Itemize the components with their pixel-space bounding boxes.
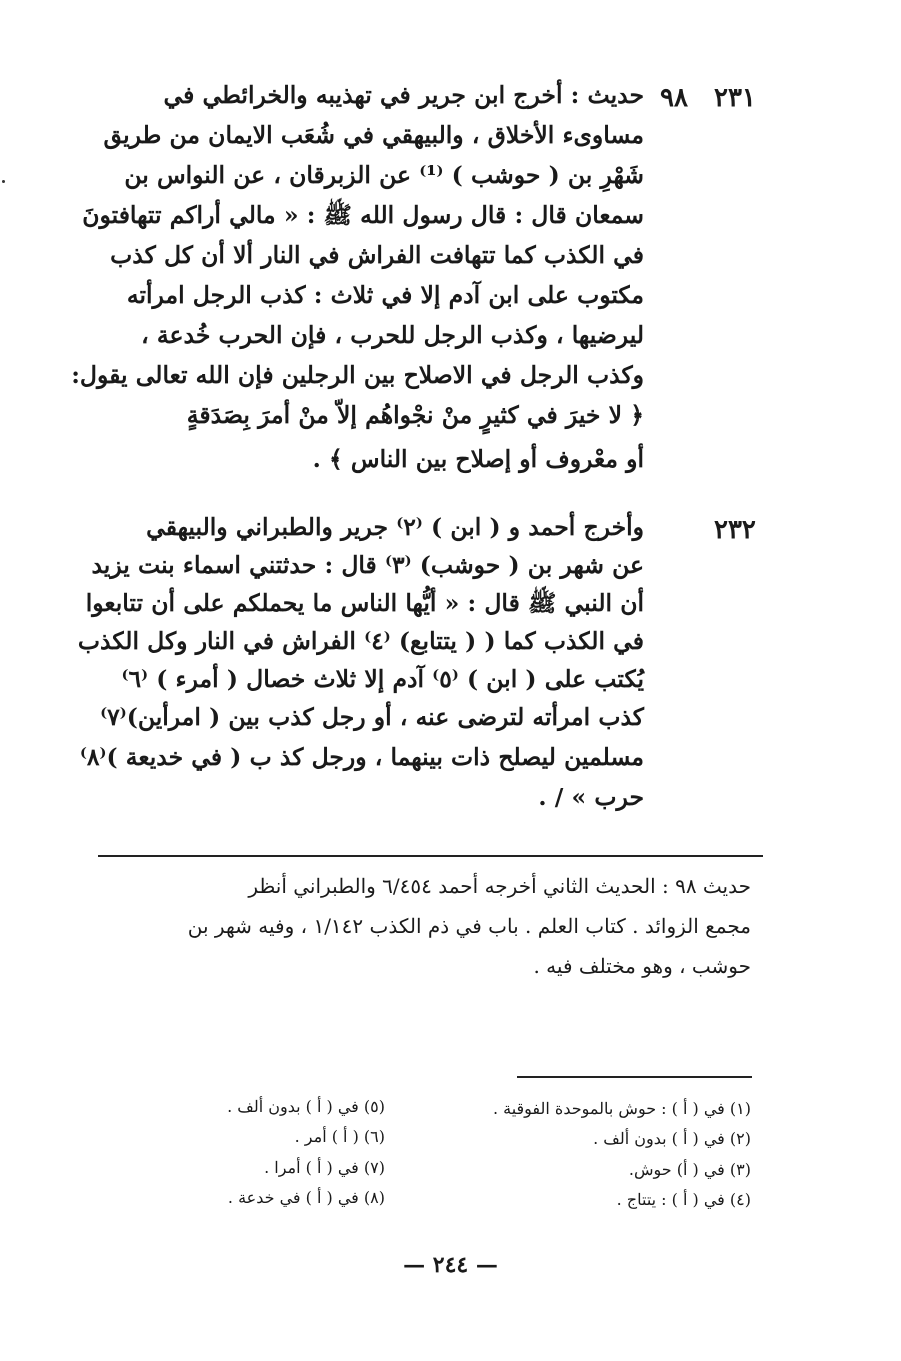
separator-rule <box>98 855 763 857</box>
footnote: (٤) في ( أ ) : يتتاج . <box>616 1190 751 1209</box>
hadith-232-text <box>77 512 644 832</box>
hadith-231-text <box>71 80 644 500</box>
text-line: عن شهر بن ( حوشب) ⁽٣⁾ قال : حدثتني اسماء بنت يزيد <box>91 551 644 579</box>
footnote: (١) في ( أ ) : حوش بالموحدة الفوقية . <box>492 1099 751 1118</box>
text-line: ﴿ لا خيرَ في كثيرٍ منْ نجْواهُم إلاّ منْ أمرَ بِصَدَقةٍ <box>186 401 644 429</box>
commentary-line: حديث ٩٨ : الحديث الثاني أخرجه أحمد ٦/٤٥٤ والطبراني أنظر <box>248 874 751 898</box>
text-line: حرب » / . <box>538 783 644 811</box>
hadith-number: ٢٣١ <box>714 83 756 113</box>
footnote: (٧) في ( أ ) أمرا . <box>264 1158 385 1177</box>
footnote-rule <box>517 1076 752 1078</box>
hadith-number: ٢٣٢ <box>714 515 756 545</box>
text-line: في الكذب كما تتهافت الفراش في النار ألا أن كل كذب <box>110 241 644 269</box>
scan-speck <box>2 180 5 183</box>
text-line: مكتوب على ابن آدم إلا في ثلاث : كذب الرجل امرأته <box>126 281 644 309</box>
text-line: يُكتب على ( ابن ) ⁽٥⁾ آدم إلا ثلاث خصال ( أمرء ) ⁽٦⁾ <box>121 665 644 693</box>
text-line: مسلمين ليصلح ذات بينهما ، ورجل كذ ب ( في خديعة )⁽٨⁾ <box>79 743 644 771</box>
footnote: (٨) في ( أ ) في خدعة . <box>227 1188 385 1207</box>
text-line: أن النبي ﷺ قال : « أيُّها الناس ما يحملكم على أن تتابعوا <box>85 589 644 617</box>
text-line: مساوىء الأخلاق ، والبيهقي في شُعَب الايمان من طريق <box>103 121 644 149</box>
text-line: حديث : أخرج ابن جرير في تهذيبه والخرائطي في <box>163 81 644 109</box>
footnote: (٢) في ( أ ) بدون ألف . <box>593 1129 751 1148</box>
commentary-line: حوشب ، وهو مختلف فيه . <box>533 954 751 978</box>
hadith-ref-number: ٩٨ <box>660 83 688 113</box>
footnote: (٥) في ( أ ) بدون ألف . <box>227 1097 385 1116</box>
footnote: (٦) ( أ ) أمر . <box>294 1127 385 1146</box>
commentary-line: مجمع الزوائد . كتاب العلم . باب في ذم الكذب ١/١٤٢ ، وفيه شهر بن <box>187 914 751 938</box>
text-line: وأخرج أحمد و ( ابن ) ⁽٢⁾ جرير والطبراني والبيهقي <box>146 513 644 541</box>
text-line: أو معْروف أو إصلاح بين الناس ﴾ . <box>312 445 644 473</box>
footnote: (٣) في ( أ) حوش. <box>628 1160 751 1179</box>
text-line: سمعان قال : قال رسول الله ﷺ : « مالي أراكم تتهافتونَ <box>82 201 644 229</box>
text-line: شَهْرِ بن ( حوشب ) ⁽¹⁾ عن الزبرقان ، عن النواس بن <box>124 161 644 189</box>
text-line: كذب امرأته لترضى عنه ، أو رجل كذب بين ( امرأين)⁽٧⁾ <box>100 703 644 731</box>
text-line: وكذب الرجل في الاصلاح بين الرجلين فإن الله تعالى يقول: <box>71 361 644 389</box>
text-line: في الكذب كما ( ( يتتابع) ⁽٤⁾ الفراش في النار وكل الكذب <box>77 627 644 655</box>
text-line: ليرضيها ، وكذب الرجل للحرب ، فإن الحرب خُدعة ، <box>141 321 644 349</box>
page-number: — ٢٤٤ — <box>403 1252 498 1278</box>
